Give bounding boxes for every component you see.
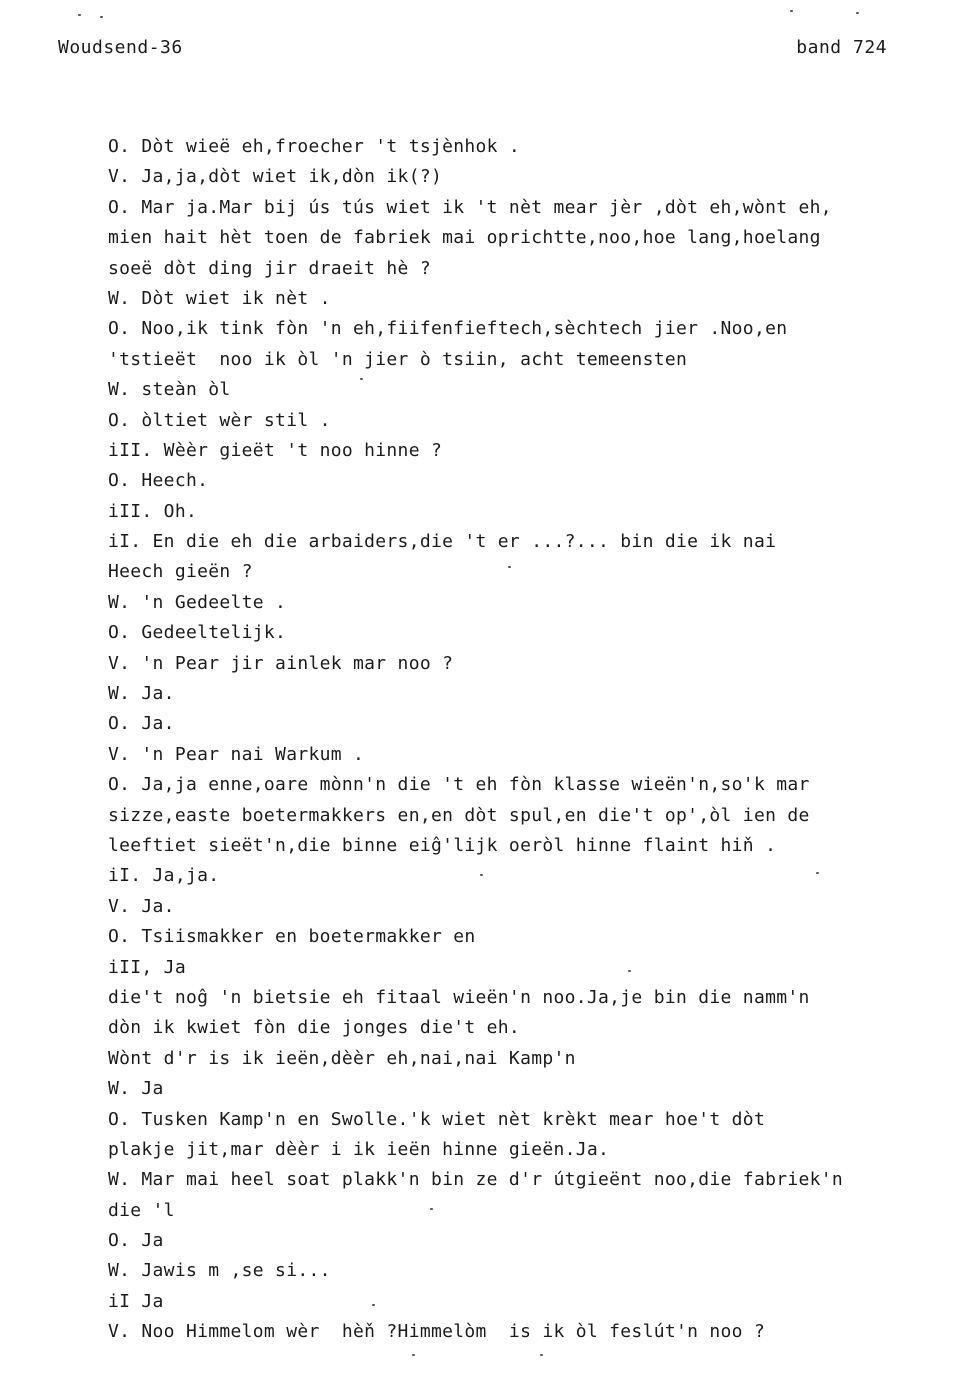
transcript-line: leeftiet sieët'n,die binne eiĝ'lijk oeròl hinne flaint hiň . bbox=[108, 834, 777, 856]
scan-speck bbox=[360, 378, 363, 380]
scan-speck bbox=[412, 1354, 415, 1356]
transcript-line: O. Heech. bbox=[108, 470, 209, 492]
scan-speck bbox=[790, 10, 793, 12]
transcript-line: O. Tusken Kamp'n en Swolle.'k wiet nèt krèkt mear hoe't dòt bbox=[108, 1108, 766, 1130]
scan-speck bbox=[816, 872, 819, 874]
scan-speck bbox=[628, 970, 631, 972]
transcript-line: O. Dòt wieë eh,froecher 't tsjènhok . bbox=[108, 136, 521, 157]
transcript-line: V. Ja,ja,dòt wiet ik,dòn ik(?) bbox=[108, 166, 443, 188]
scan-speck bbox=[372, 1304, 375, 1306]
transcript-line: iII. Oh. bbox=[108, 500, 198, 522]
transcript-line: W. steàn òl bbox=[108, 379, 231, 401]
transcript-line: O. Tsiismakker en boetermakker en bbox=[108, 926, 476, 948]
transcript-line: iI. En die eh die arbaiders,die 't er ...?... bin die ik nai bbox=[108, 531, 777, 553]
transcript-line: W. Jawis m ,se si... bbox=[108, 1260, 331, 1282]
transcript-line: die 'l bbox=[108, 1199, 175, 1221]
scan-speck bbox=[100, 16, 103, 18]
scan-speck bbox=[78, 14, 81, 16]
transcript-line: sizze,easte boetermakkers en,en dòt spul,en die't op',òl ien de bbox=[108, 804, 810, 826]
transcript-line: W. Ja bbox=[108, 1078, 164, 1100]
transcript-line: O. Ja bbox=[108, 1230, 164, 1252]
transcript-line: Wònt d'r is ik ieën,dèèr eh,nai,nai Kamp'n bbox=[108, 1047, 576, 1069]
transcript-line: O. òltiet wèr stil . bbox=[108, 409, 331, 431]
transcript-line: O. Ja. bbox=[108, 713, 175, 735]
header-location: Woudsend-36 bbox=[58, 37, 183, 58]
transcript-line: W. Ja. bbox=[108, 683, 175, 705]
transcript-line: die't noĝ 'n bietsie eh fitaal wieën'n noo.Ja,je bin die namm'n bbox=[108, 986, 810, 1008]
transcript-line: O. Noo,ik tink fòn 'n eh,fiifenfieftech,sèchtech jier .Noo,en bbox=[108, 318, 788, 340]
scan-speck bbox=[540, 1354, 543, 1356]
header-tape-number: band 724 bbox=[796, 37, 887, 58]
transcript-line: soeë dòt ding jir draeit hè ? bbox=[108, 257, 431, 279]
transcript-line: iII, Ja bbox=[108, 956, 186, 978]
transcript-line: plakje jit,mar dèèr i ik ieën hinne gieën.Ja. bbox=[108, 1138, 610, 1160]
transcript-line: 'tstieët noo ik òl 'n jier ò tsiin, acht temeensten bbox=[108, 348, 688, 370]
transcript-line: O. Mar ja.Mar bij ús tús wiet ik 't nèt mear jèr ,dòt eh,wònt eh, bbox=[108, 196, 832, 218]
transcript-line: W. Dòt wiet ik nèt . bbox=[108, 287, 331, 309]
transcript-line: Heech gieën ? bbox=[108, 561, 253, 583]
transcript-line: iII. Wèèr gieët 't noo hinne ? bbox=[108, 439, 443, 461]
transcript-line: iI. Ja,ja. bbox=[108, 865, 220, 887]
transcript-line: O. Gedeeltelijk. bbox=[108, 622, 287, 644]
transcript-line: O. Ja,ja enne,oare mònn'n die 't eh fòn klasse wieën'n,so'k mar bbox=[108, 774, 810, 796]
transcript-line: iI Ja bbox=[108, 1290, 164, 1312]
scan-speck bbox=[856, 12, 859, 14]
transcript-line: V. 'n Pear nai Warkum . bbox=[108, 743, 365, 765]
transcript-line: mien hait hèt toen de fabriek mai oprichtte,noo,hoe lang,hoelang bbox=[108, 227, 821, 249]
transcript-line: V. Noo Himmelom wèr hèň ?Himmelòm is ik òl feslút'n noo ? bbox=[108, 1321, 766, 1343]
transcript bbox=[108, 132, 948, 1348]
scan-speck bbox=[430, 1208, 433, 1210]
transcript-line: V. 'n Pear jir ainlek mar noo ? bbox=[108, 652, 454, 674]
transcript-line: V. Ja. bbox=[108, 895, 175, 917]
scan-speck bbox=[480, 874, 483, 876]
transcript-line: dòn ik kwiet fòn die jonges die't eh. bbox=[108, 1017, 521, 1039]
scan-speck bbox=[508, 566, 511, 568]
transcript-line: W. 'n Gedeelte . bbox=[108, 591, 287, 613]
transcript-line: W. Mar mai heel soat plakk'n bin ze d'r útgieënt noo,die fabriek'n bbox=[108, 1169, 844, 1191]
